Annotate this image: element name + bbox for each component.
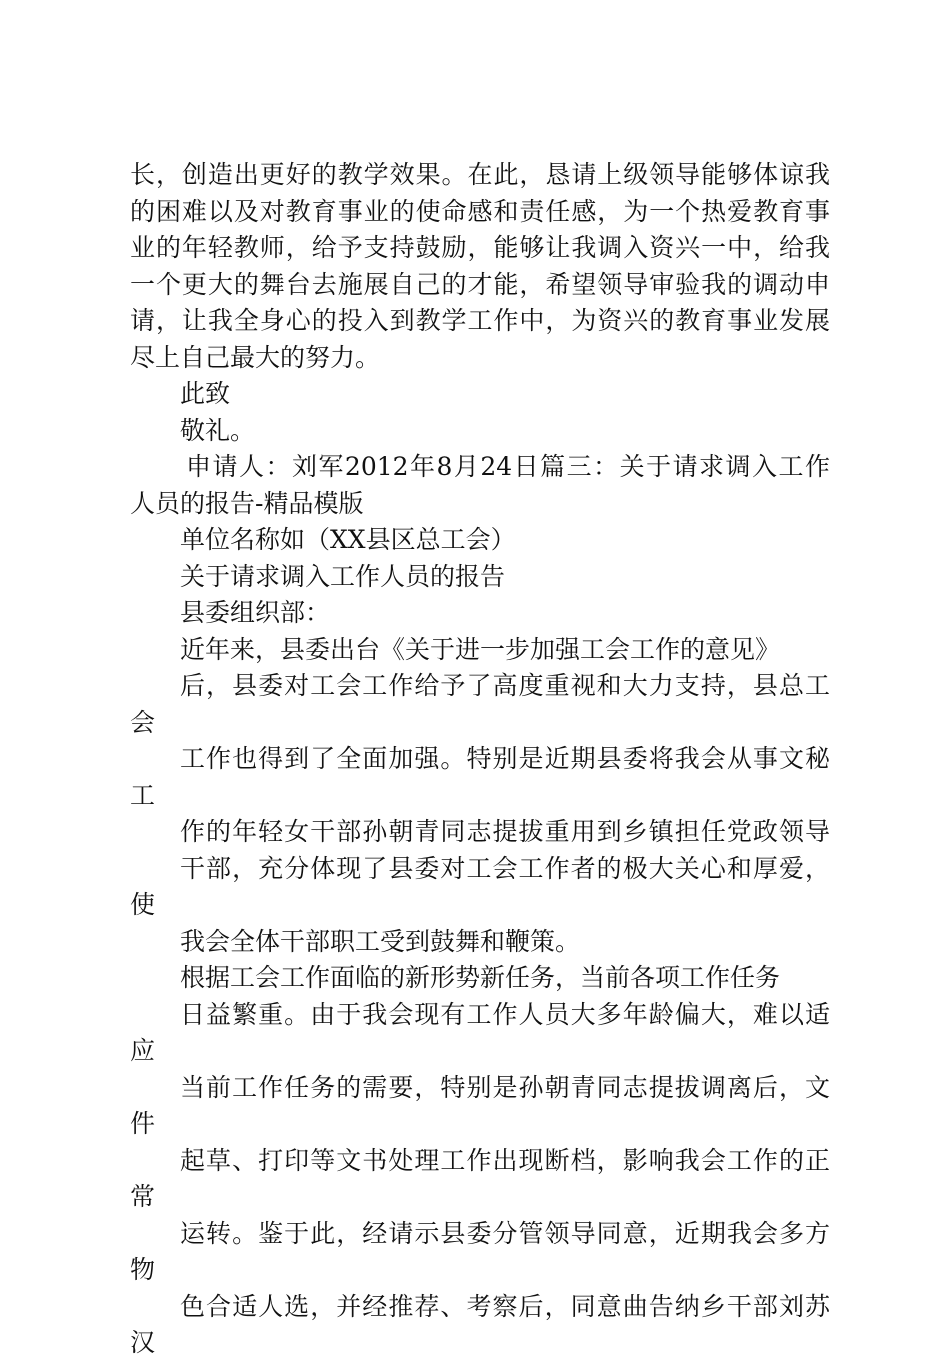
- paragraph-line: 应: [130, 1036, 156, 1065]
- paragraph-line: 此致: [180, 379, 231, 408]
- paragraph-line: 近年来，县委出台《关于进一步加强工会工作的意见》: [180, 635, 781, 664]
- paragraph-line: 干部，充分体现了县委对工会工作者的极大关心和厚爱，: [180, 854, 830, 883]
- paragraph-line: 人员的报告-精品模版: [130, 489, 364, 518]
- paragraph-line: 色合适人选，并经推荐、考察后，同意曲告纳乡干部刘苏: [180, 1292, 830, 1321]
- paragraph-line: 的困难以及对教育事业的使命感和责任感，为一个热爱教育事: [130, 197, 830, 226]
- paragraph-line: 件: [130, 1109, 156, 1138]
- paragraph-line: 长，创造出更好的教学效果。在此，恳请上级领导能够体谅我: [130, 160, 830, 189]
- paragraph-line: 运转。鉴于此，经请示县委分管领导同意，近期我会多方: [180, 1219, 830, 1248]
- paragraph-line: 常: [130, 1182, 156, 1211]
- paragraph-line: 会: [130, 708, 156, 737]
- paragraph-line: 使: [130, 890, 156, 919]
- paragraph-line: 业的年轻教师，给予支持鼓励，能够让我调入资兴一中，给我: [130, 233, 830, 262]
- paragraph-line: 起草、打印等文书处理工作出现断档，影响我会工作的正: [180, 1146, 830, 1175]
- paragraph-line: 日益繁重。由于我会现有工作人员大多年龄偏大，难以适: [180, 1000, 830, 1029]
- paragraph-line: 工: [130, 781, 156, 810]
- paragraph-line: 物: [130, 1255, 156, 1284]
- paragraph-line: 请，让我全身心的投入到教学工作中，为资兴的教育事业发展: [130, 306, 830, 335]
- paragraph-line: 关于请求调入工作人员的报告: [180, 562, 506, 591]
- paragraph-line: 汉: [130, 1328, 156, 1357]
- paragraph-line: 作的年轻女干部孙朝青同志提拔重用到乡镇担任党政领导: [180, 817, 830, 846]
- paragraph-line: 根据工会工作面临的新形势新任务，当前各项工作任务: [180, 963, 781, 992]
- paragraph-line: 当前工作任务的需要，特别是孙朝青同志提拔调离后，文: [180, 1073, 830, 1102]
- paragraph-line: 申请人：刘军2012年8月24日篇三：关于请求调入工作: [186, 452, 830, 481]
- paragraph-line: 县委组织部：: [180, 598, 331, 627]
- paragraph-line: 我会全体干部职工受到鼓舞和鞭策。: [180, 927, 581, 956]
- paragraph-line: 一个更大的舞台去施展自己的才能，希望领导审验我的调动申: [130, 270, 830, 299]
- paragraph-line: 工作也得到了全面加强。特别是近期县委将我会从事文秘: [180, 744, 830, 773]
- paragraph-line: 单位名称如（XX县区总工会）: [180, 525, 516, 554]
- paragraph-line: 尽上自己最大的努力。: [130, 343, 381, 372]
- paragraph-line: 后，县委对工会工作给予了高度重视和大力支持，县总工: [180, 671, 830, 700]
- paragraph-line: 敬礼。: [180, 416, 256, 445]
